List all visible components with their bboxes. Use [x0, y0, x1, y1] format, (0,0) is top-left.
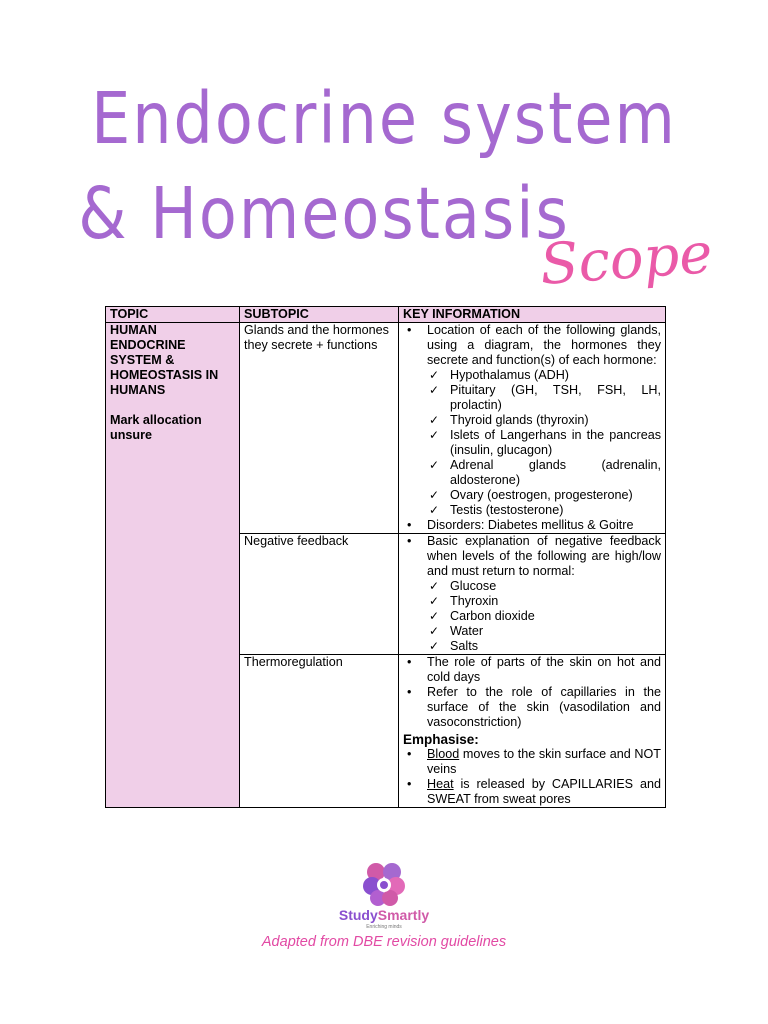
underlined-word: Heat: [427, 777, 454, 791]
subtopic-cell: Negative feedback: [240, 534, 399, 655]
table-row: [106, 323, 666, 534]
check-item: ✓ Pituitary (GH, TSH, FSH, LH, prolactin): [403, 383, 661, 413]
list-item: [403, 777, 661, 807]
subtopic-cell: Glands and the hormones they secrete + functions: [240, 323, 399, 534]
header-topic: TOPIC: [106, 307, 240, 323]
underlined-word: Blood: [427, 747, 460, 761]
emphasise-heading: Emphasise:: [403, 732, 479, 747]
key-info-cell: [399, 655, 666, 808]
page-title-line1: Endocrine system: [91, 76, 677, 161]
header-key-information: KEY INFORMATION: [399, 307, 666, 323]
list-item: • The role of parts of the skin on hot and cold days: [403, 655, 661, 685]
brand-name: [0, 907, 768, 923]
check-item: ✓ Testis (testosterone): [403, 503, 661, 518]
topic-cell: [106, 323, 240, 808]
check-item: ✓ Ovary (oestrogen, progesterone): [403, 488, 661, 503]
subtopic-cell: Thermoregulation: [240, 655, 399, 808]
list-item-text: moves to the skin surface and NOT veins: [427, 747, 661, 776]
studysmartly-logo: [360, 860, 408, 908]
list-item: [403, 747, 661, 777]
key-info-cell: [399, 323, 666, 534]
check-item: ✓ Water: [403, 624, 661, 639]
check-item: ✓ Hypothalamus (ADH): [403, 368, 661, 383]
check-item: ✓ Adrenal glands (adrenalin, aldosterone): [403, 458, 661, 488]
scope-label: Scope: [537, 221, 715, 298]
topic-note: Mark allocation unsure: [110, 413, 202, 442]
key-info-cell: [399, 534, 666, 655]
check-item: ✓ Thyroid glands (thyroxin): [403, 413, 661, 428]
emphasise-label: Emphasise: [403, 732, 475, 747]
check-item: ✓ Thyroxin: [403, 594, 661, 609]
page-title-line2: & Homeostasis: [78, 171, 570, 256]
list-item-text: is released by CAPILLARIES and SWEAT from sweat pores: [427, 777, 661, 806]
topic-name: HUMAN ENDOCRINE SYSTEM & HOMEOSTASIS IN HUMANS: [110, 323, 219, 397]
footer-note: Adapted from DBE revision guidelines: [261, 934, 507, 950]
scope-table: [105, 306, 666, 808]
check-item: ✓ Glucose: [403, 579, 661, 594]
list-item: • Basic explanation of negative feedback when levels of the following are high/low and must return to normal:: [403, 534, 661, 579]
check-item: ✓ Carbon dioxide: [403, 609, 661, 624]
list-item: • Refer to the role of capillaries in the surface of the skin (vasodilation and vasoconstriction): [403, 685, 661, 730]
header-subtopic: SUBTOPIC: [240, 307, 399, 323]
brand-name-part2: Smartly: [377, 907, 430, 923]
brand-tagline: Enriching minds: [366, 924, 402, 930]
list-item: • Disorders: Diabetes mellitus & Goitre: [403, 518, 661, 533]
check-item: ✓ Salts: [403, 639, 661, 654]
list-item: • Location of each of the following glands, using a diagram, the hormones they secrete and function(s) of each hormone:: [403, 323, 661, 368]
table-header-row: [106, 307, 666, 323]
check-item: ✓ Islets of Langerhans in the pancreas (insulin, glucagon): [403, 428, 661, 458]
brand-name-part1: Study: [338, 907, 378, 923]
